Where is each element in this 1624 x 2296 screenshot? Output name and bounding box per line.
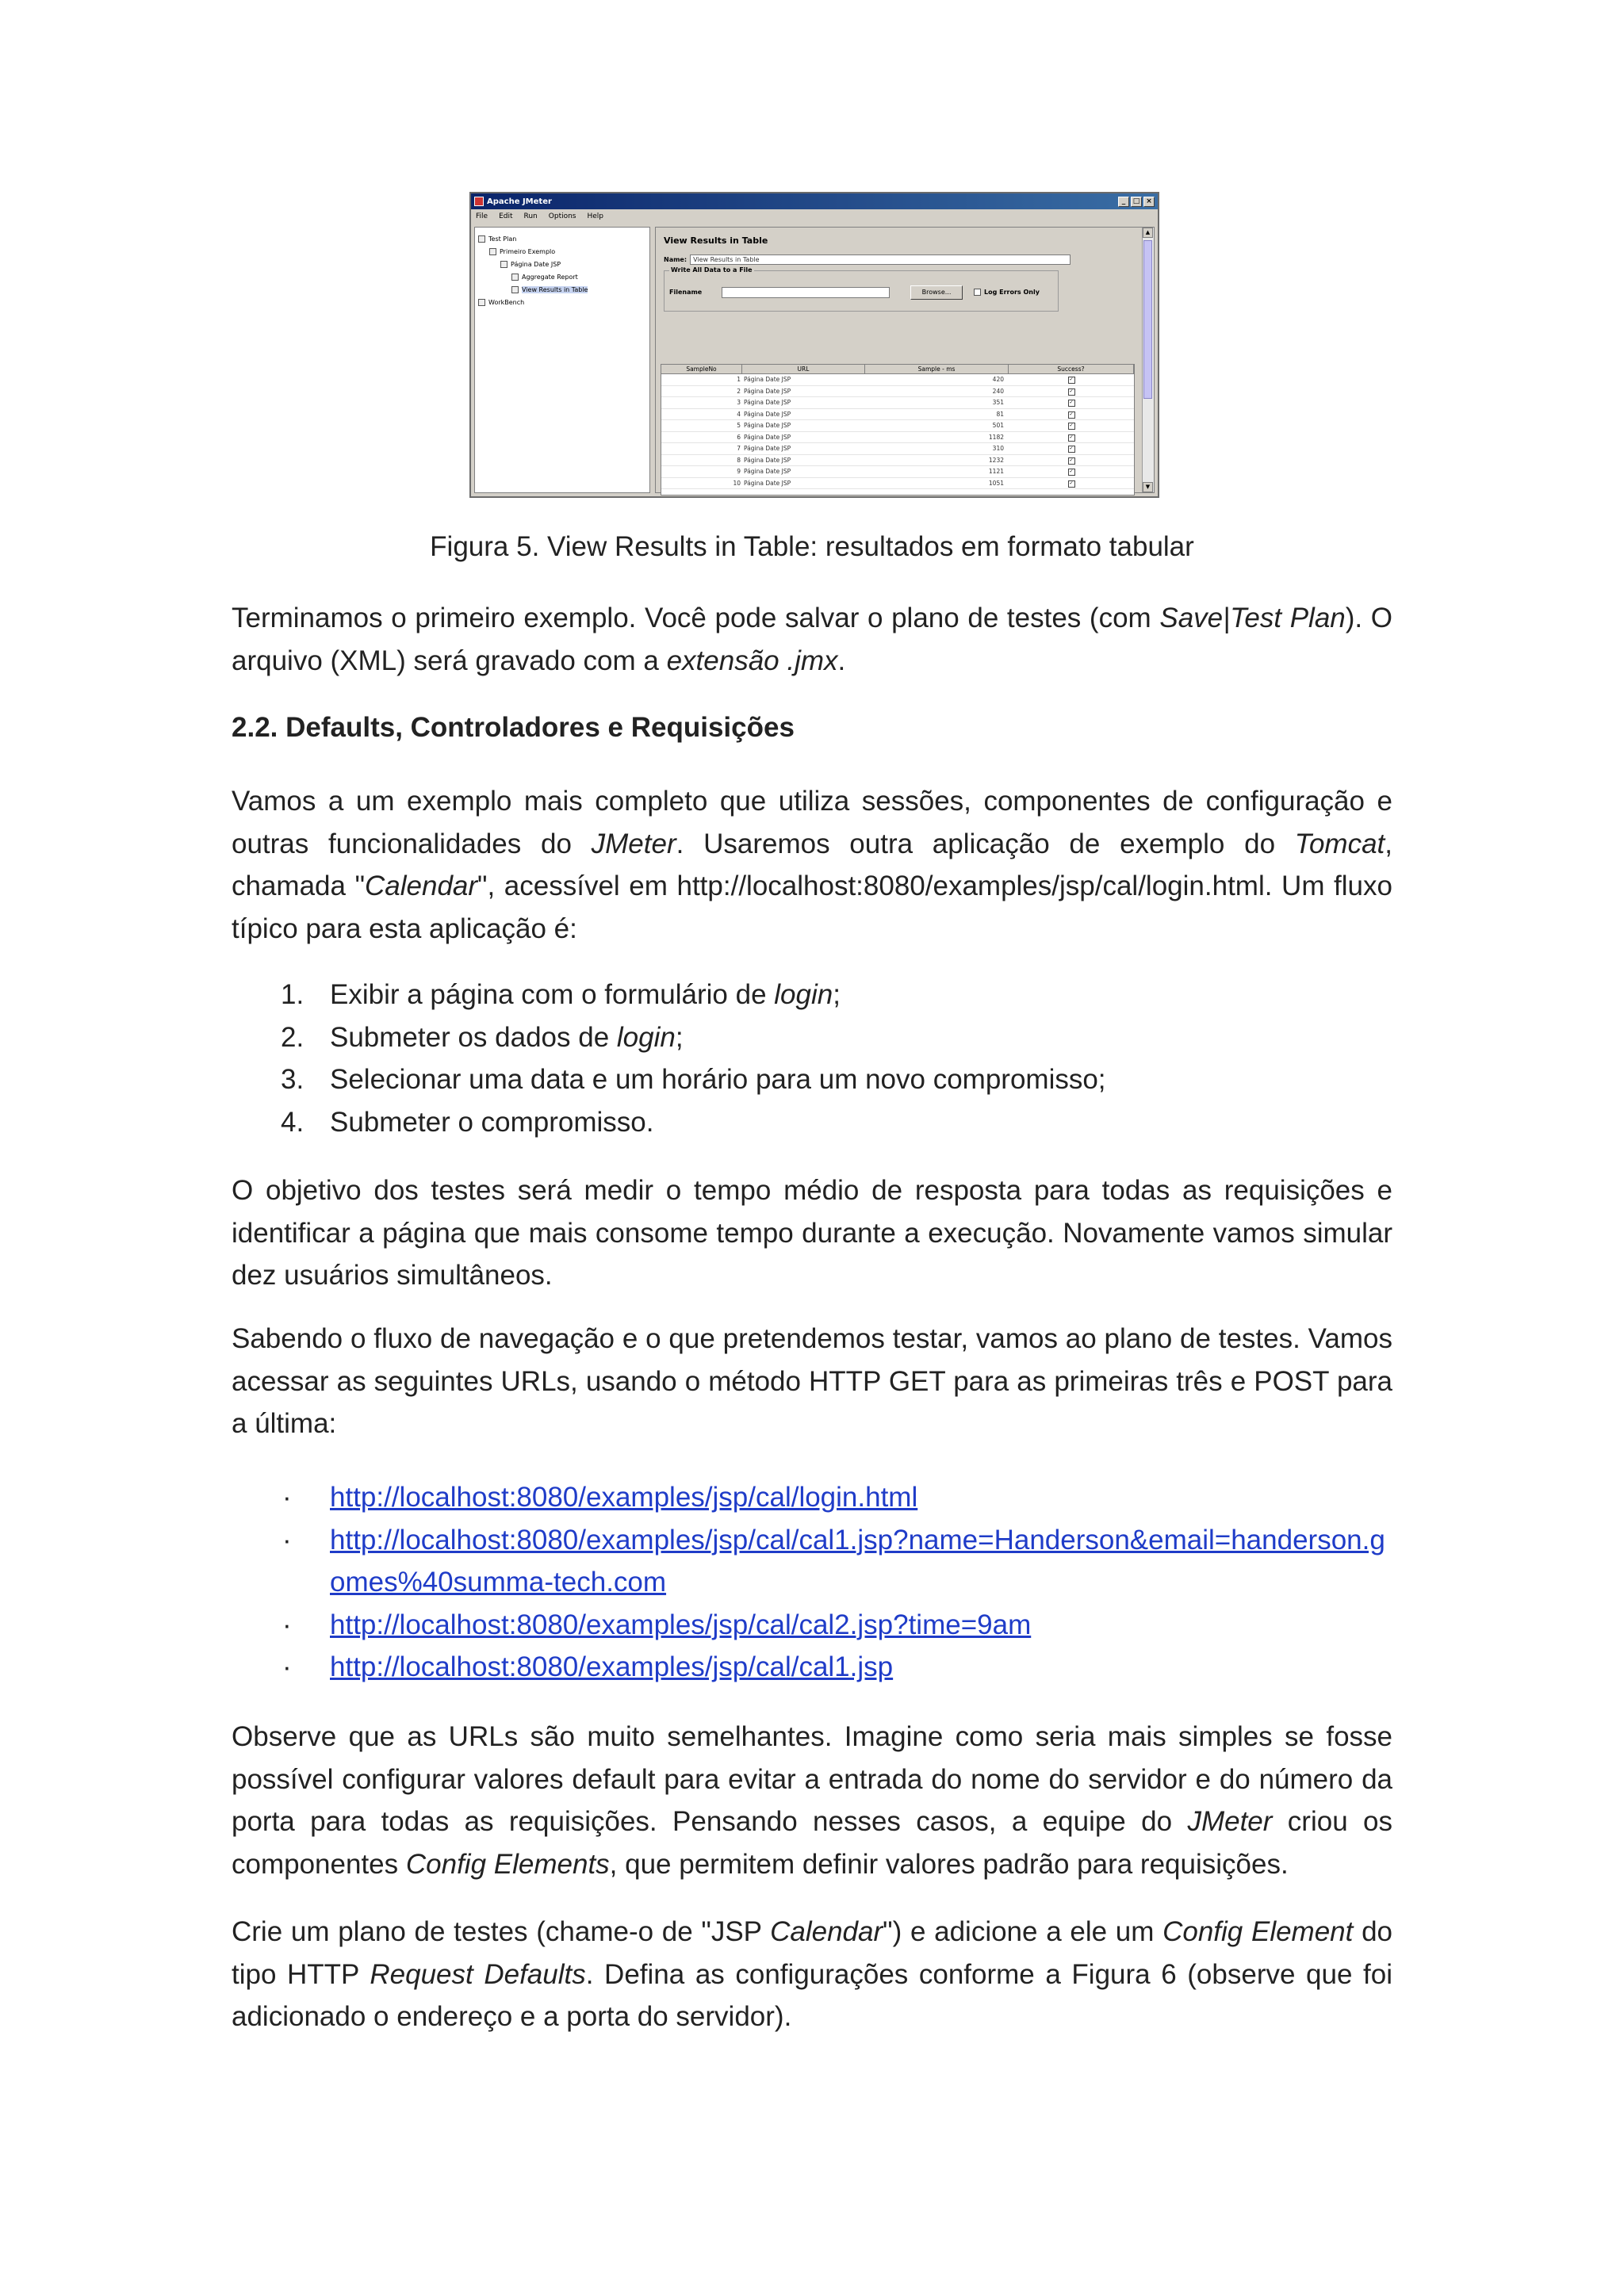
window-title: Apache JMeter — [487, 197, 552, 206]
cell-success — [1009, 398, 1134, 407]
tree-node-icon — [489, 248, 496, 255]
check-icon: ✓ — [1069, 411, 1074, 417]
tree-node — [478, 245, 646, 258]
name-label: Name: — [664, 256, 688, 263]
tree-node-label: Página Date JSP — [511, 260, 561, 268]
table-row — [661, 409, 1134, 421]
paragraph-create-plan: Crie um plano de testes (chame-o de "JSP Calendar") e adicione a ele um Config Element do tipo HTTP Request Defaults. Defina as configurações conforme a Figura 6 (observe que foi adicionado o endereço e a porta do servidor). — [232, 1916, 1393, 2032]
bullet-icon: · — [282, 1524, 292, 1556]
cell-url: Página Date JSP — [744, 456, 791, 464]
menu-edit: Edit — [499, 212, 513, 220]
tree-node-icon — [478, 235, 485, 243]
cell-sample-ms: 1232 — [988, 456, 1004, 464]
cell-sampleno: 5 — [737, 422, 741, 430]
cell-sample-ms: 501 — [992, 422, 1004, 430]
tree-node — [478, 232, 646, 245]
check-icon: ✓ — [1069, 480, 1074, 486]
url-link[interactable]: http://localhost:8080/examples/jsp/cal/cal1.jsp?name=Handerson&email=handerson.gomes%40summa-tech.com — [330, 1524, 1385, 1598]
cell-sampleno: 1 — [737, 376, 741, 384]
paragraph-calendar-intro: Vamos a um exemplo mais completo que utiliza sessões, componentes de configuração e outras funcionalidades do JMeter. Usaremos outra aplicação de exemplo do Tomcat, chamada "Calendar", acessível em http://localhost:8080/examples/jsp/cal/login.html. Um fluxo típico para esta aplicação é: — [232, 786, 1392, 944]
scroll-down-icon: ▼ — [1143, 482, 1153, 492]
step-italic: login — [774, 979, 833, 1010]
cell-success — [1009, 410, 1134, 419]
cell-url: Página Date JSP — [744, 445, 791, 453]
cell-sample-ms: 351 — [992, 399, 1004, 407]
tree-node — [478, 258, 646, 270]
test-plan-tree — [474, 227, 650, 493]
write-all-legend: Write All Data to a File — [671, 266, 753, 274]
cell-sample-ms: 1182 — [988, 433, 1004, 441]
cell-url: Página Date JSP — [744, 422, 791, 430]
minimize-icon: _ — [1118, 197, 1129, 207]
list-item — [232, 1101, 1392, 1144]
write-all-group — [664, 266, 1059, 312]
cell-url: Página Date JSP — [744, 479, 791, 487]
paragraph-objective: O objetivo dos testes será medir o tempo médio de resposta para todas as requisições e identificar a página que mais consome tempo durante a execução. Novamente vamos simular dez usuários simultâneos. — [232, 1175, 1392, 1291]
paragraph-urls-intro: Sabendo o fluxo de navegação e o que pretendemos testar, vamos ao plano de testes. Vamos acessar as seguintes URLs, usando o método HTTP GET para as primeiras três e POST para a última: — [232, 1323, 1392, 1439]
list-item — [232, 1519, 1392, 1604]
cell-sample-ms: 310 — [992, 445, 1004, 453]
window-titlebar — [471, 193, 1158, 209]
jmeter-app-icon — [474, 197, 484, 206]
panel-scrollbar — [1142, 228, 1154, 492]
cell-sample-ms: 420 — [992, 376, 1004, 384]
check-icon: ✓ — [1069, 469, 1074, 475]
url-link[interactable]: http://localhost:8080/examples/jsp/cal/cal1.jsp — [330, 1651, 894, 1682]
bullet-icon: · — [282, 1651, 292, 1682]
cell-sampleno: 2 — [737, 387, 741, 395]
results-table — [661, 364, 1135, 496]
tree-node — [478, 270, 646, 283]
cell-sample-ms: 81 — [996, 410, 1004, 418]
tree-node — [478, 283, 646, 296]
paragraph-config-elements: Observe que as URLs são muito semelhantes. Imagine como seria mais simples se fosse possível configurar valores default para evitar a entrada do nome do servidor e do número da porta para todas as requisições. Pensando nesses casos, a equipe do JMeter criou os componentes Config Elements, que permitem definir valores padrão para requisições. — [232, 1721, 1392, 1880]
list-item — [232, 1476, 1392, 1519]
scrollbar-thumb — [1143, 240, 1152, 399]
step-italic: login — [616, 1021, 676, 1053]
filename-label: Filename — [669, 289, 703, 296]
maximize-icon: □ — [1131, 197, 1142, 207]
menu-help: Help — [587, 212, 604, 220]
cell-sampleno: 9 — [737, 468, 741, 476]
cell-url: Página Date JSP — [744, 468, 791, 476]
list-number: 1. — [281, 979, 304, 1010]
log-errors-checkbox — [974, 289, 1040, 296]
cell-sampleno: 4 — [737, 410, 741, 418]
tree-node-icon — [511, 286, 519, 293]
panel-title: View Results in Table — [664, 235, 768, 246]
check-icon: ✓ — [1069, 457, 1074, 463]
step-suffix: ; — [833, 979, 841, 1010]
table-row — [661, 432, 1134, 444]
tree-node-icon — [500, 261, 508, 268]
close-icon: × — [1143, 197, 1155, 207]
log-errors-label: Log Errors Only — [984, 289, 1040, 296]
results-table-body — [661, 374, 1134, 489]
cell-success — [1009, 375, 1134, 384]
cell-url: Página Date JSP — [744, 433, 791, 441]
list-number: 4. — [281, 1106, 304, 1138]
cell-sample-ms: 240 — [992, 387, 1004, 395]
cell-url: Página Date JSP — [744, 376, 791, 384]
step-suffix: ; — [675, 1021, 684, 1053]
name-row — [664, 254, 1071, 265]
menu-bar — [471, 209, 1158, 224]
list-item — [232, 1646, 1392, 1689]
table-row — [661, 466, 1134, 478]
section-heading: 2.2. Defaults, Controladores e Requisições — [232, 712, 795, 743]
list-item — [232, 1058, 1392, 1101]
step-text: Submeter o compromisso. — [330, 1106, 654, 1138]
flow-steps-list — [232, 974, 1392, 1143]
cell-sampleno: 6 — [737, 433, 741, 441]
filename-field — [722, 287, 890, 298]
tree-node-label: View Results in Table — [522, 285, 588, 293]
view-results-panel — [655, 227, 1155, 493]
list-item — [232, 1604, 1392, 1647]
table-row — [661, 386, 1134, 398]
cell-success — [1009, 433, 1134, 442]
table-row — [661, 374, 1134, 386]
tree-node-icon — [478, 299, 485, 306]
col-header-url: URL — [742, 365, 865, 373]
bullet-icon: · — [282, 1482, 292, 1513]
check-icon: ✓ — [1069, 434, 1074, 440]
check-icon: ✓ — [1069, 446, 1074, 452]
check-icon: ✓ — [1069, 400, 1074, 406]
checkbox-icon — [974, 289, 981, 296]
table-row — [661, 443, 1134, 455]
cell-sampleno: 8 — [737, 456, 741, 464]
jmeter-screenshot-figure — [469, 192, 1159, 498]
check-icon: ✓ — [1069, 388, 1074, 394]
tree-node-label: Aggregate Report — [522, 273, 578, 281]
menu-file: File — [476, 212, 488, 220]
cell-sampleno: 7 — [737, 445, 741, 453]
list-item — [232, 1016, 1392, 1059]
results-table-header — [661, 365, 1134, 374]
cell-success — [1009, 421, 1134, 430]
step-text: Selecionar uma data e um horário para um novo compromisso; — [330, 1064, 1106, 1095]
table-row — [661, 478, 1134, 490]
check-icon: ✓ — [1069, 423, 1074, 429]
bullet-icon: · — [282, 1609, 292, 1640]
url-link[interactable]: http://localhost:8080/examples/jsp/cal/login.html — [330, 1482, 918, 1513]
table-row — [661, 420, 1134, 432]
col-header-sampleno: SampleNo — [661, 365, 742, 373]
cell-success — [1009, 387, 1134, 396]
tree-node-label: WorkBench — [488, 298, 525, 306]
name-field: View Results in Table — [690, 254, 1071, 265]
paragraph-save-plan: Terminamos o primeiro exemplo. Você pode salvar o plano de testes (com Save|Test Plan). O arquivo (XML) será gravado com a extensão .jmx. — [232, 603, 1393, 676]
table-row — [661, 397, 1134, 409]
url-list — [232, 1476, 1392, 1689]
cell-url: Página Date JSP — [744, 399, 791, 407]
scroll-up-icon: ▲ — [1143, 228, 1153, 238]
cell-url: Página Date JSP — [744, 410, 791, 418]
cell-sample-ms: 1051 — [988, 479, 1004, 487]
step-text: Submeter os dados de — [330, 1021, 617, 1053]
list-number: 2. — [281, 1021, 304, 1053]
cell-success — [1009, 444, 1134, 453]
tree-node-icon — [511, 274, 519, 281]
col-header-sample-ms: Sample - ms — [865, 365, 1009, 373]
table-row — [661, 455, 1134, 467]
list-number: 3. — [281, 1064, 304, 1095]
url-link[interactable]: http://localhost:8080/examples/jsp/cal/cal2.jsp?time=9am — [330, 1609, 1032, 1640]
cell-success — [1009, 467, 1134, 476]
tree-node-label: Test Plan — [488, 235, 517, 243]
col-header-success: Success? — [1009, 365, 1134, 373]
cell-success — [1009, 456, 1134, 465]
browse-button: Browse... — [910, 285, 963, 300]
list-item — [232, 974, 1392, 1016]
check-icon: ✓ — [1069, 377, 1074, 383]
step-text: Exibir a página com o formulário de — [330, 979, 775, 1010]
menu-options: Options — [548, 212, 576, 220]
cell-sampleno: 10 — [733, 479, 741, 487]
cell-url: Página Date JSP — [744, 387, 791, 395]
cell-success — [1009, 479, 1134, 488]
cell-sampleno: 3 — [737, 399, 741, 407]
cell-sample-ms: 1121 — [988, 468, 1004, 476]
menu-run: Run — [523, 212, 538, 220]
figure-caption: Figura 5. View Results in Table: resultados em formato tabular — [430, 531, 1194, 562]
tree-node — [478, 296, 646, 308]
tree-node-label: Primeiro Exemplo — [500, 247, 556, 255]
